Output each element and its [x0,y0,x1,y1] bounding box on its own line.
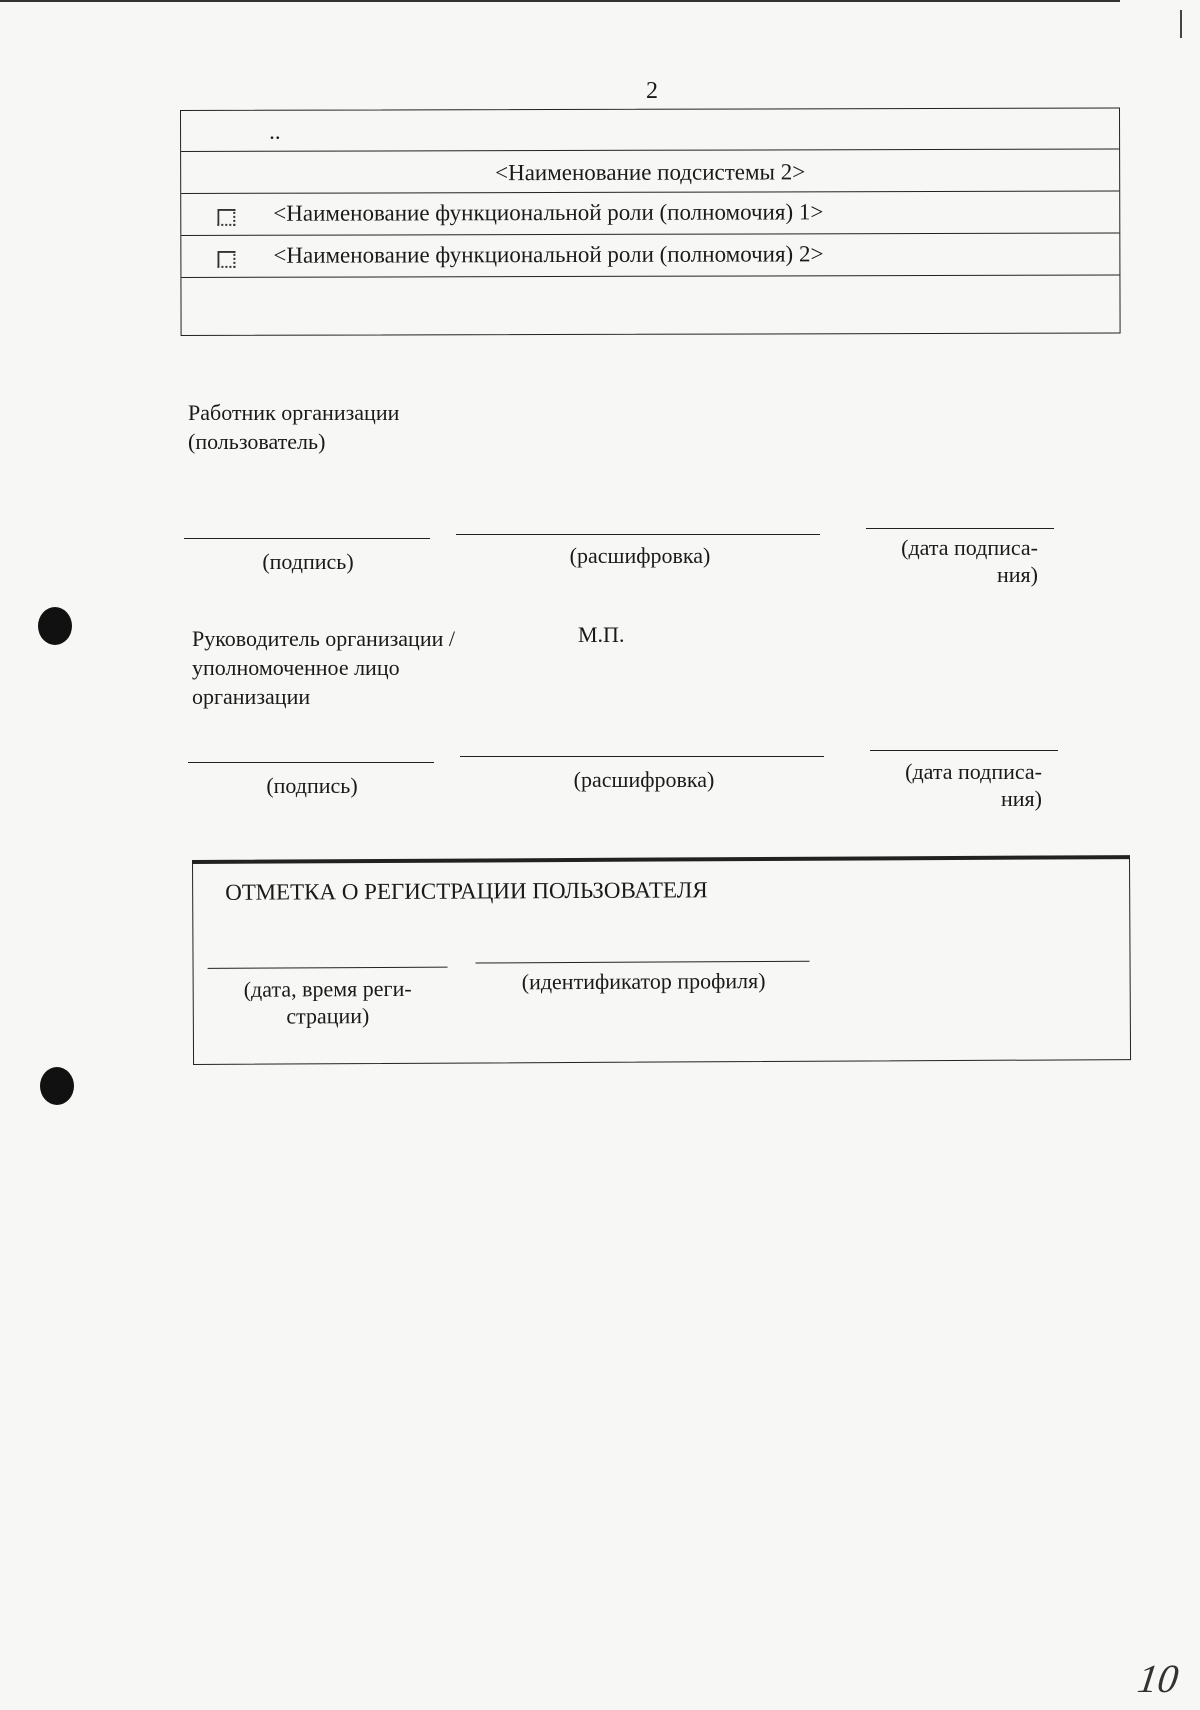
employee-decoding-line [456,534,820,535]
manager-decoding-line [460,756,824,757]
manager-date-line [870,750,1058,751]
manager-block-title: Руководитель организации /уполномоченное лицо организации [192,626,455,709]
margin-mark [1180,10,1182,38]
subsystem-name: <Наименование подсистемы 2> [495,159,806,186]
table-row-role-1 [181,193,1119,236]
page-top-edge [0,0,1120,2]
role-2-checkbox[interactable] [217,251,235,268]
employee-date-line [866,528,1054,529]
registration-profile-id-line [476,961,810,964]
registration-title: ОТМЕТКА О РЕГИСТРАЦИИ ПОЛЬЗОВАТЕЛЯ [225,877,708,905]
employee-signature-caption: (подпись) [262,549,354,574]
role-1-label: <Наименование функциональной роли (полномочия) 1> [273,199,824,226]
registration-datetime-line [208,967,448,969]
role-2-label: <Наименование функциональной роли (полномочия) 2> [273,241,824,268]
registration-box [192,855,1131,1065]
table-row-empty [181,277,1119,333]
registration-datetime-caption: (дата, время реги-страции) [243,975,412,1029]
punch-hole-bottom [40,1067,74,1105]
table-row-subsystem [181,151,1119,194]
employee-block-title: Работник организации (пользователь) [188,400,400,454]
ellipsis-text: .. [269,118,281,144]
registration-profile-id-caption: (идентификатор профиля) [521,967,766,995]
roles-table [180,108,1121,336]
manager-signature-caption: (подпись) [266,773,358,798]
handwritten-page-number: 10 [1134,1656,1182,1701]
employee-decoding-caption: (расшифровка) [569,543,711,568]
punch-hole-top [38,607,72,645]
employee-signature-line [184,538,430,539]
table-row-ellipsis [181,109,1119,152]
manager-date-caption: (дата подписа-ния) [905,759,1042,811]
page-number: 2 [646,78,658,104]
stamp-placeholder: М.П. [578,622,625,647]
table-row-role-2 [181,235,1119,278]
role-1-checkbox[interactable] [217,209,235,226]
manager-signature-line [188,762,434,763]
employee-date-caption: (дата подписа-ния) [901,535,1038,587]
manager-decoding-caption: (расшифровка) [573,767,715,792]
